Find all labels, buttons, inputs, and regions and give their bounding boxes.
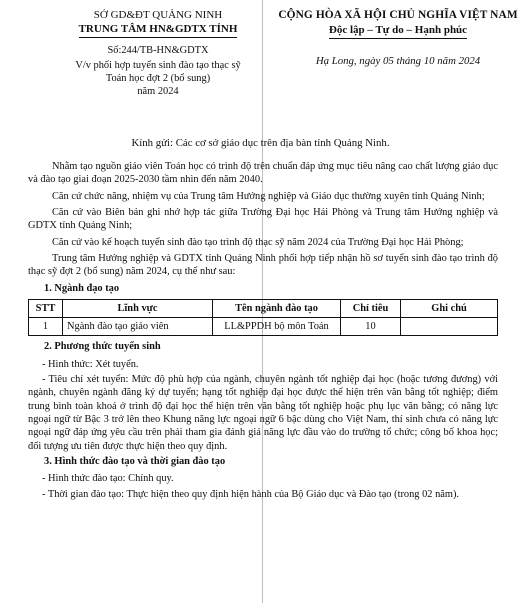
paragraph: Trung tâm Hướng nghiệp và GDTX tỉnh Quảng Ninh phối hợp tiếp nhận hồ sơ tuyển sinh đào tạo trình độ thạc sỹ đợt 2 (bổ sung) năm 2024, cụ thể như sau: xyxy=(28,252,498,278)
paragraph: - Tiêu chí xét tuyển: Mức độ phù hợp của ngành, chuyên ngành tốt nghiệp đại học (hoặc tương đương) với ngành, chuyên ngành đăng ký dự tuyển; hạng tốt nghiệp đại học được thể hiện trên văn bằng tốt nghiệp; điểm trung bình toàn khoá ở trình độ đại học thể hiện trên văn bằng tốt nghiệp hoặc phụ lục văn bằng; có năng lực ngoại ngữ từ Bậc 3 trở lên theo Khung năng lực ngoại ngữ 6 bậc dùng cho Việt Nam, thí sinh chưa có năng lực ngoại ngữ đáp ứng yêu cầu trên phải tham gia đánh giá năng lực đầu vào do trường tổ chức; công bố khoa học; đối tượng ưu tiên được thực hiện theo quy định. xyxy=(28,374,498,452)
paragraph: - Thời gian đào tạo: Thực hiện theo quy định hiện hành của Bộ Giáo dục và Đào tạo (trong 02 năm). xyxy=(42,488,460,500)
column-header: Chỉ tiêu xyxy=(341,299,401,317)
section-heading: 3. Hình thức đào tạo và thời gian đào tạo xyxy=(44,455,226,467)
subject-line: năm 2024 xyxy=(137,86,179,98)
paragraph: Nhằm tạo nguồn giáo viên Toán học có trình độ trên chuẩn đáp ứng mục tiêu nâng cao chất lượng giáo dục và đào tạo giai đoạn 2025-2030 tầm nhìn đến năm 2040. xyxy=(28,161,498,186)
agency-name: SỞ GD&ĐT QUẢNG NINH xyxy=(93,9,223,21)
paragraph: Căn cứ vào kế hoạch tuyển sinh đào tạo trình độ thạc sỹ năm 2024 của Trường Đại học Hải Phòng; xyxy=(52,236,464,248)
table-cell: 1 xyxy=(29,318,63,336)
program-table xyxy=(28,299,498,337)
column-header: Lĩnh vực xyxy=(63,299,213,317)
table-row xyxy=(29,318,498,336)
paragraph: - Hình thức: Xét tuyển. xyxy=(42,358,139,370)
subject-line: V/v phối hợp tuyển sinh đào tạo thạc sỹ xyxy=(75,60,241,72)
national-motto: Độc lập – Tự do – Hạnh phúc xyxy=(329,23,467,39)
table-cell xyxy=(401,318,498,336)
table-cell: Ngành đào tạo giáo viên xyxy=(63,318,213,336)
section-heading: 2. Phương thức tuyển sinh xyxy=(44,341,161,353)
paragraph: Căn cứ vào Biên bản ghi nhớ hợp tác giữa Trường Đại học Hải Phòng và Trung tâm Hướng nghiệp và GDTX tỉnh Quảng Ninh; xyxy=(28,206,498,232)
document-body xyxy=(28,160,498,503)
document-number: Số:244/TB-HN&GDTX xyxy=(107,45,209,57)
national-header xyxy=(278,8,518,68)
issuer-block xyxy=(58,8,258,98)
section-heading: 1. Ngành đạo tạo xyxy=(44,282,120,294)
recipient-line: Kính gửi: Các cơ sở giáo dục trên địa bàn tỉnh Quảng Ninh. xyxy=(131,137,390,149)
table-cell: 10 xyxy=(341,318,401,336)
paragraph: Căn cứ chức năng, nhiệm vụ của Trung tâm Hướng nghiệp và Giáo dục thường xuyên tỉnh Quảng Ninh; xyxy=(52,190,485,202)
nation-name: CỘNG HÒA XÃ HỘI CHỦ NGHĨA VIỆT NAM xyxy=(278,9,518,21)
paragraph: - Hình thức đào tạo: Chính quy. xyxy=(42,473,174,485)
center-name: TRUNG TÂM HN&GDTX TỈNH xyxy=(79,22,238,38)
document-subject xyxy=(58,59,258,98)
column-header: Tên ngành đào tạo xyxy=(213,299,341,317)
table-cell: LL&PPDH bộ môn Toán xyxy=(213,318,341,336)
subject-line: Toán học đợt 2 (bổ sung) xyxy=(105,73,211,85)
column-header: STT xyxy=(29,299,63,317)
column-header: Ghi chú xyxy=(401,299,498,317)
table-header-row xyxy=(29,299,498,317)
document-date: Hạ Long, ngày 05 tháng 10 năm 2024 xyxy=(315,54,481,67)
